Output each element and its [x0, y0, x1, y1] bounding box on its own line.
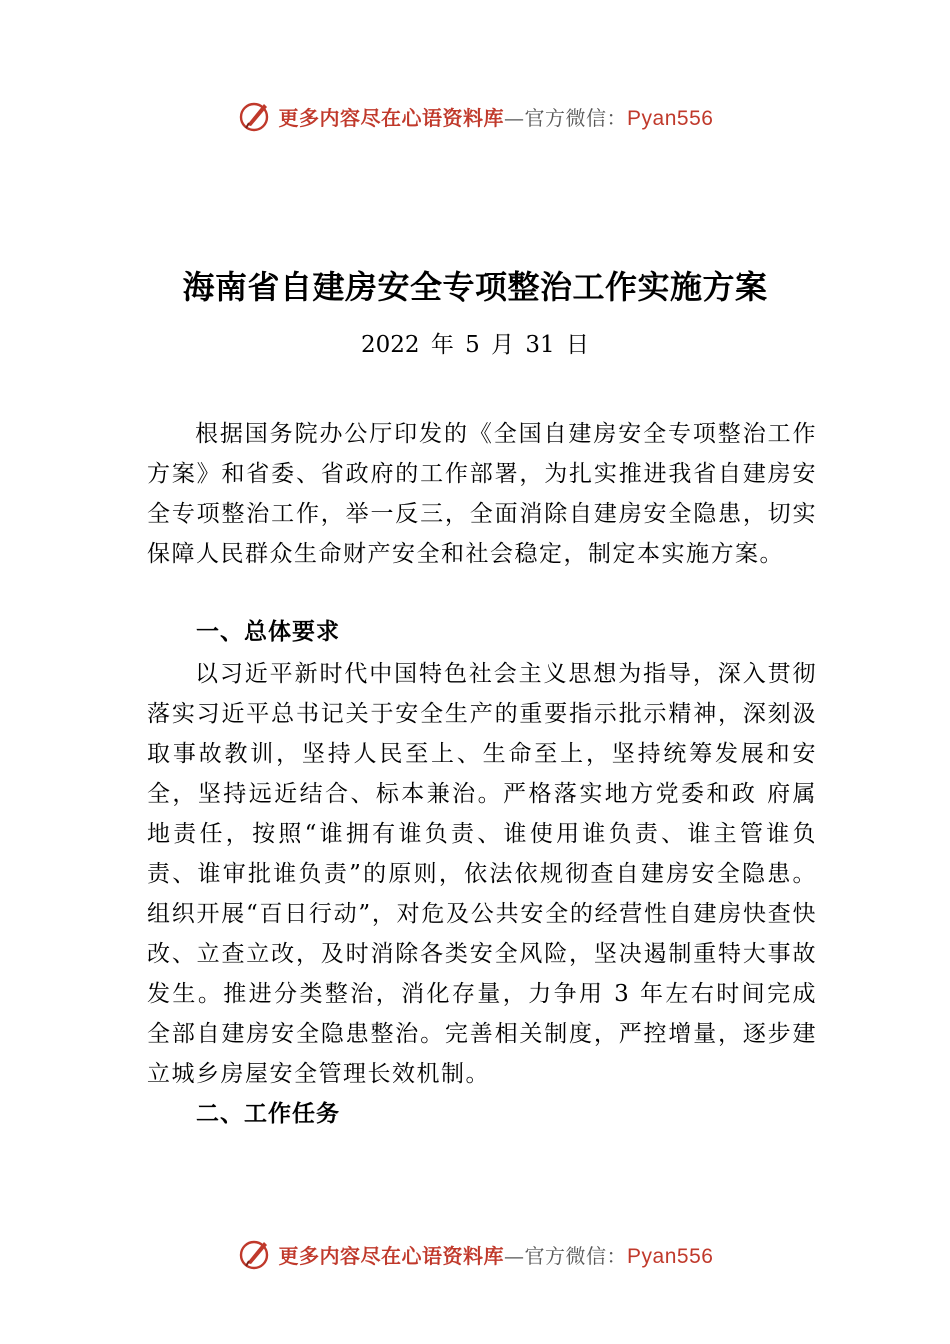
banner-text — [279, 1240, 714, 1269]
document-title: 海南省自建房安全专项整治工作实施方案 — [182, 268, 768, 306]
banner-text — [279, 102, 714, 131]
banner-wechat-id: Pyan556 — [627, 106, 714, 130]
banner-brand: 更多内容尽在心语资料库 — [278, 1243, 505, 1268]
banner-wechat-id: Pyan556 — [627, 1244, 714, 1268]
footer-banner — [0, 1232, 950, 1276]
banner-dash: — — [504, 1243, 525, 1268]
section-heading-overall-requirements: 一、总体要求 — [196, 619, 340, 645]
document-date: 2022 年 5 月 31 日 — [361, 332, 589, 358]
banner-dash: — — [504, 105, 525, 130]
banner-wechat-label: 官方微信： — [524, 105, 628, 130]
intro-paragraph: 根据国务院办公厅印发的《全国自建房安全专项整治工作方案》和省委、省政府的工作部署，为扎实推进我省自建房安全专项整治工作，举一反三，全面消除自建房安全隐患，切实保障人民群众生命财产安全和社会稳定，制定本实施方案。 — [147, 421, 817, 567]
banner-brand: 更多内容尽在心语资料库 — [278, 105, 505, 130]
quill-seal-icon — [237, 98, 273, 134]
header-banner — [0, 94, 950, 138]
section-paragraph-overall-requirements: 以习近平新时代中国特色社会主义思想为指导，深入贯彻落实习近平总书记关于安全生产的重要指示批示精神，深刻汲取事故教训，坚持人民至上、生命至上，坚持统筹发展和安全，坚持远近结合、标本兼治。严格落实地方党委和政 府属地责任，按照“谁拥有谁负责、谁使用谁负责、谁主管谁负责、谁审批谁负责”的原则，依法依规彻查自建房安全隐患。组织开展“百日行动”，对危及公共安全的经营性自建房快查快改、立查立改，及时消除各类安全风险，坚决遏制重特大事故发生。推进分类整治，消化存量，力争用 3 年左右时间完成全部自建房安全隐患整治。完善相关制度，严控增量，逐步建立城乡房屋安全管理长效机制。 — [147, 661, 817, 1087]
quill-seal-icon — [237, 1236, 273, 1272]
section-heading-work-tasks: 二、工作任务 — [196, 1101, 340, 1127]
banner-wechat-label: 官方微信： — [524, 1243, 628, 1268]
